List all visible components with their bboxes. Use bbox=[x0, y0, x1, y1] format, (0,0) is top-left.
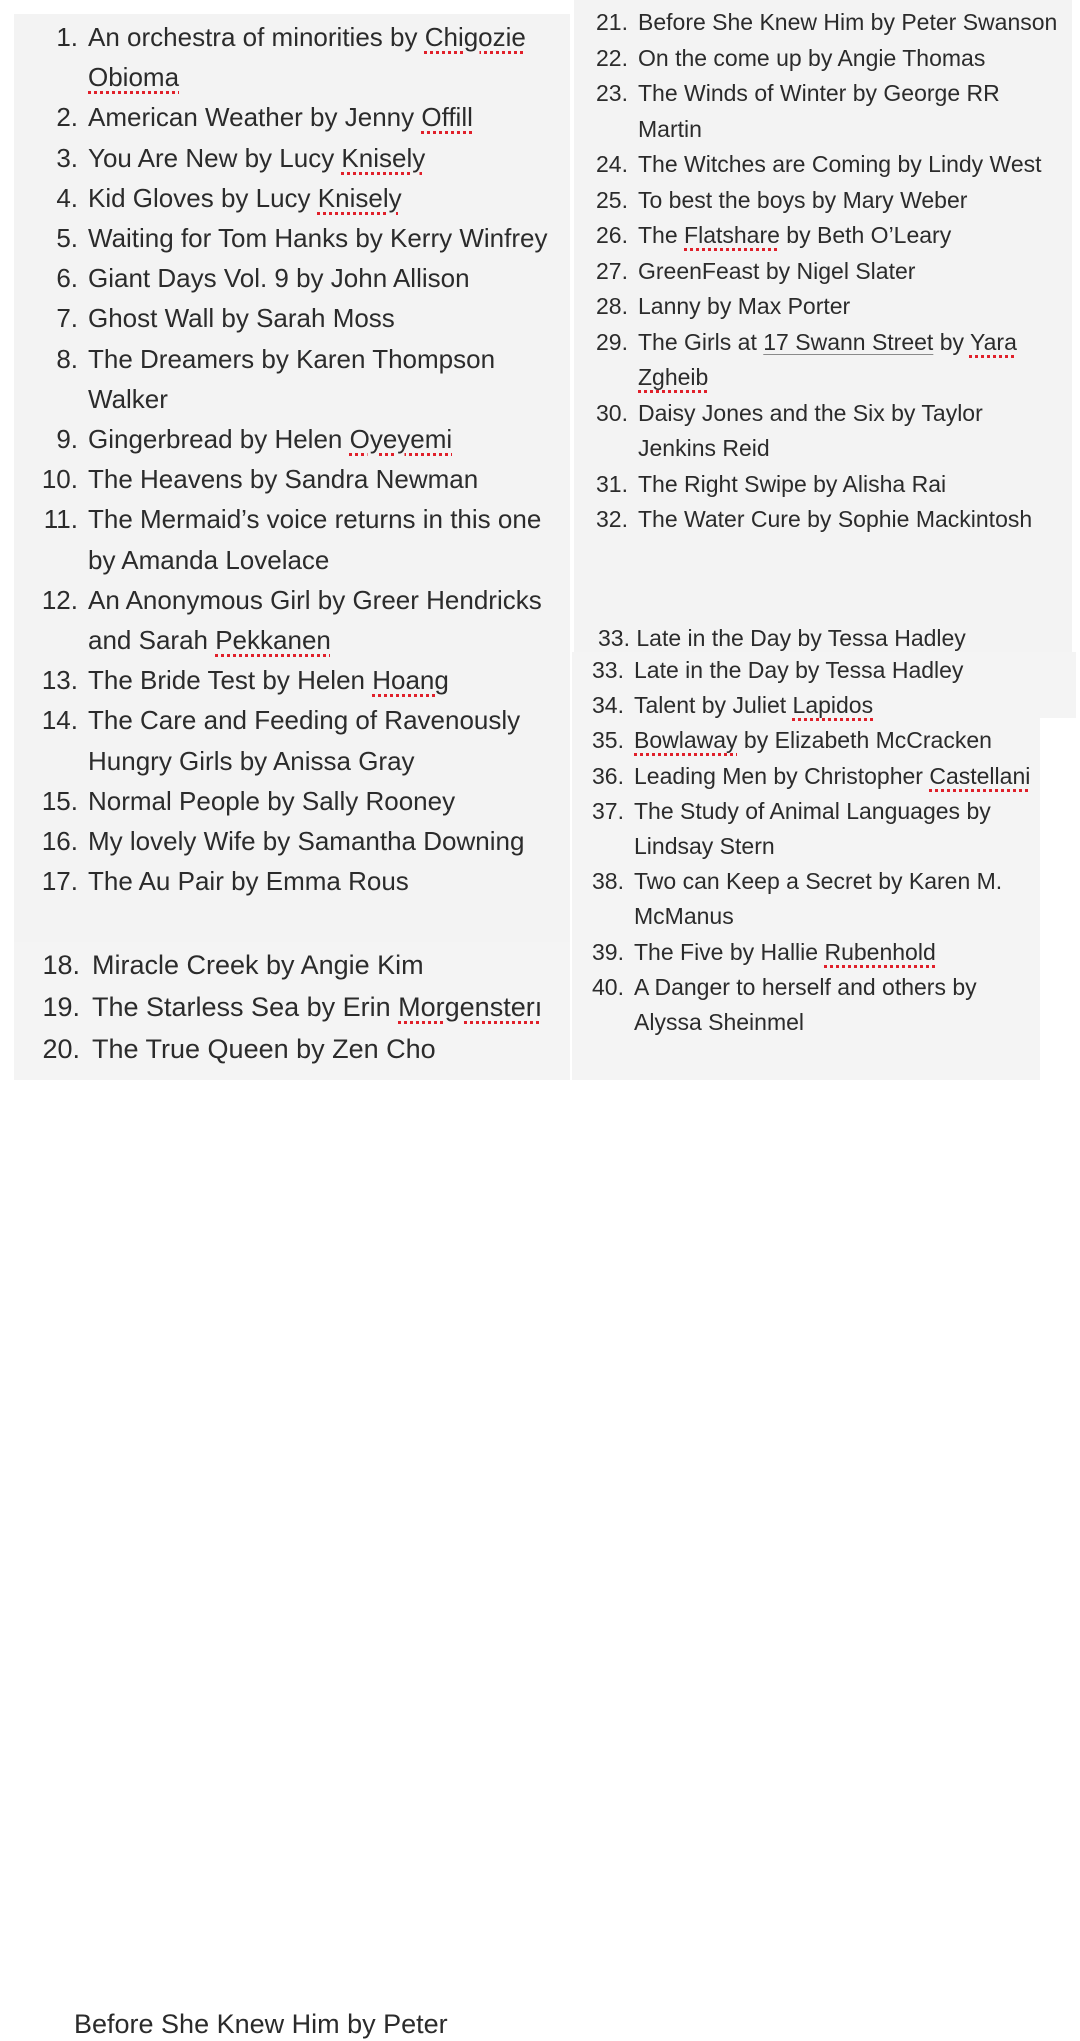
item-number: 34. bbox=[592, 692, 624, 719]
text-run: The Five by Hallie bbox=[634, 938, 825, 965]
text-run: by bbox=[933, 328, 970, 355]
book-title-author bbox=[572, 970, 1034, 1040]
item-number: 39. bbox=[592, 938, 624, 965]
list-item bbox=[576, 502, 1058, 538]
note-screenshot-right-top bbox=[574, 0, 1072, 660]
text-run: An Anonymous Girl by Greer Hendricks and Sarah bbox=[88, 584, 542, 656]
text-run: Normal People by Sally Rooney bbox=[88, 785, 456, 816]
item-number: 25. bbox=[596, 186, 628, 213]
text-run: The Dreamers by Karen Thompson Walker bbox=[88, 343, 496, 414]
misspelled-word: Morgensterı bbox=[398, 992, 543, 1022]
book-title-author bbox=[572, 723, 1034, 758]
item-number: 7. bbox=[56, 303, 78, 334]
text-run: The Au Pair by Emma Rous bbox=[88, 866, 409, 897]
book-title-author bbox=[24, 781, 568, 821]
text-run: On the come up by Angie Thomas bbox=[638, 44, 986, 71]
text-run: The bbox=[638, 222, 685, 248]
list-item bbox=[24, 499, 568, 579]
text-run: Ghost Wall by Sarah Moss bbox=[88, 303, 395, 334]
list-item bbox=[572, 759, 1034, 794]
list-item bbox=[576, 76, 1058, 147]
list-item bbox=[24, 861, 568, 901]
book-title-author bbox=[576, 289, 1058, 325]
item-number: 12. bbox=[41, 584, 78, 615]
book-title-author bbox=[24, 218, 568, 258]
item-number: 28. bbox=[596, 293, 628, 319]
list-item bbox=[24, 218, 568, 258]
text-run: The Right Swipe by Alisha Rai bbox=[638, 470, 947, 497]
misspelled-word: Yara bbox=[969, 328, 1017, 355]
book-title-author bbox=[572, 935, 1034, 970]
list-item bbox=[576, 5, 1058, 41]
text-run: Kid Gloves by Lucy bbox=[88, 182, 318, 213]
text-run: GreenFeast by Nigel Slater bbox=[638, 257, 916, 284]
note-screenshot-left-bottom bbox=[14, 942, 570, 2039]
list-item bbox=[24, 660, 568, 700]
item-number: 10. bbox=[41, 464, 78, 495]
book-title-author bbox=[572, 794, 1034, 864]
list-item bbox=[572, 970, 1034, 1040]
item-number: 16. bbox=[41, 826, 78, 857]
text-run: The Witches are Coming by Lindy West bbox=[638, 151, 1042, 177]
book-title-author bbox=[24, 97, 568, 137]
item-number: 38. bbox=[592, 868, 624, 895]
book-title-author bbox=[24, 459, 568, 499]
item-number: 36. bbox=[592, 762, 624, 789]
item-number: 9. bbox=[56, 424, 78, 455]
book-list bbox=[572, 653, 1034, 1040]
item-number: 6. bbox=[56, 263, 78, 294]
misspelled-word: Rubenhold bbox=[824, 938, 936, 965]
book-title-author bbox=[576, 325, 1058, 396]
note-screenshot-left-top bbox=[14, 14, 570, 942]
text-run: American Weather by Jenny bbox=[88, 102, 422, 133]
item-number: 30. bbox=[596, 399, 628, 426]
panel-edge bbox=[1040, 652, 1076, 718]
item-number: 15. bbox=[41, 785, 78, 816]
book-title-author bbox=[576, 183, 1058, 219]
book-list bbox=[24, 17, 568, 901]
item-number: 8. bbox=[56, 343, 78, 374]
book-title-author bbox=[24, 339, 568, 419]
item-number: 40. bbox=[592, 973, 624, 1000]
text-run: Late in the Day by Tessa Hadley bbox=[634, 657, 964, 683]
book-title-author bbox=[24, 419, 568, 459]
text-run: The Bride Test by Helen bbox=[88, 665, 373, 696]
item-number: 19. bbox=[42, 992, 80, 1022]
book-title-author bbox=[24, 178, 568, 218]
cut-off-line: Before She Knew Him by Peter bbox=[74, 2009, 448, 2039]
list-item bbox=[24, 138, 568, 178]
list-item bbox=[24, 97, 568, 137]
list-item bbox=[24, 298, 568, 338]
misspelled-word: Zgheib bbox=[638, 364, 709, 390]
item-number: 21. bbox=[596, 9, 628, 35]
text-run: The Girls at bbox=[638, 328, 764, 355]
text-run: Before She Knew Him by Peter Swanson bbox=[638, 9, 1058, 35]
list-item bbox=[572, 723, 1034, 758]
item-number: 27. bbox=[596, 257, 628, 284]
book-title-author bbox=[576, 218, 1058, 254]
book-title-author bbox=[576, 5, 1058, 41]
list-item bbox=[22, 986, 572, 1028]
item-number: 11. bbox=[43, 504, 78, 535]
book-title-author bbox=[572, 759, 1034, 794]
book-title-author bbox=[572, 864, 1034, 934]
text-run: Daisy Jones and the Six by Taylor Jenkins Reid bbox=[638, 399, 983, 461]
item-number: 29. bbox=[596, 328, 628, 355]
text-run: The Heavens by Sandra Newman bbox=[88, 464, 479, 495]
text-run: Leading Men by Christopher bbox=[634, 762, 930, 789]
book-title-author bbox=[24, 138, 568, 178]
list-item bbox=[572, 688, 1034, 723]
list-item bbox=[24, 339, 568, 419]
text-run: Two can Keep a Secret by Karen M. McManus bbox=[634, 868, 1003, 930]
text-run: The Winds of Winter by George RR Martin bbox=[638, 80, 1000, 142]
item-number: 3. bbox=[56, 142, 78, 173]
list-item bbox=[576, 183, 1058, 219]
item-number: 5. bbox=[56, 223, 78, 254]
book-title-author bbox=[576, 502, 1058, 538]
item-number: 1. bbox=[56, 22, 78, 52]
misspelled-word: Knisely bbox=[317, 182, 402, 213]
book-list bbox=[22, 944, 572, 1070]
list-item bbox=[24, 178, 568, 218]
text-run: My lovely Wife by Samantha Downing bbox=[88, 826, 525, 857]
book-title-author bbox=[24, 580, 568, 660]
item-number: 4. bbox=[56, 182, 78, 213]
list-item bbox=[24, 17, 568, 97]
misspelled-word: Oyeyemi bbox=[349, 424, 453, 455]
text-run: Giant Days Vol. 9 by John Allison bbox=[88, 263, 470, 294]
list-item bbox=[24, 459, 568, 499]
list-item bbox=[572, 794, 1034, 864]
text-run: The Water Cure by Sophie Mackintosh bbox=[638, 506, 1033, 532]
text-run: A Danger to herself and others by Alyssa Sheinmel bbox=[634, 973, 977, 1036]
list-item bbox=[24, 821, 568, 861]
book-title-author bbox=[576, 76, 1058, 147]
text-run: Lanny by Max Porter bbox=[638, 293, 851, 319]
list-item bbox=[22, 944, 572, 986]
text-run: The Starless Sea by Erin bbox=[92, 992, 399, 1022]
list-item bbox=[576, 41, 1058, 77]
misspelled-word: Offill bbox=[421, 102, 473, 133]
item-number: 26. bbox=[596, 222, 628, 248]
item-number: 37. bbox=[592, 797, 624, 824]
list-item bbox=[572, 864, 1034, 934]
text-run: Talent by Juliet bbox=[634, 692, 793, 719]
list-item bbox=[576, 467, 1058, 503]
book-title-author bbox=[24, 700, 568, 780]
list-item bbox=[24, 781, 568, 821]
book-title-author bbox=[22, 1028, 572, 1070]
book-title-author bbox=[576, 467, 1058, 503]
book-title-author bbox=[576, 396, 1058, 467]
book-title-author bbox=[576, 147, 1058, 183]
item-number: 18. bbox=[42, 950, 80, 980]
book-title-author bbox=[576, 254, 1058, 290]
list-item bbox=[576, 218, 1058, 254]
text-run: Miracle Creek by Angie Kim bbox=[92, 950, 424, 980]
text-run: The Care and Feeding of Ravenously Hungry Girls by Anissa Gray bbox=[88, 705, 521, 776]
item-number: 14. bbox=[41, 705, 78, 736]
list-item bbox=[572, 935, 1034, 970]
item-number: 22. bbox=[596, 44, 628, 71]
text-run: You Are New by Lucy bbox=[88, 142, 342, 173]
misspelled-word: Castellani bbox=[929, 762, 1031, 789]
list-item bbox=[24, 258, 568, 298]
book-title-author bbox=[576, 41, 1058, 77]
text-run: by Elizabeth McCracken bbox=[737, 727, 992, 754]
misspelled-word: Pekkanen bbox=[215, 625, 331, 656]
cut-off-line: 33. Late in the Day by Tessa Hadley bbox=[598, 625, 966, 651]
list-item bbox=[576, 396, 1058, 467]
item-number: 33. bbox=[592, 657, 624, 683]
misspelled-word: Bowlaway bbox=[634, 727, 738, 754]
text-run: To best the boys by Mary Weber bbox=[638, 186, 968, 213]
book-title-author bbox=[24, 17, 568, 97]
book-title-author bbox=[22, 986, 572, 1028]
misspelled-word: Lapidos bbox=[792, 692, 874, 719]
list-item bbox=[576, 254, 1058, 290]
item-number: 23. bbox=[596, 80, 628, 106]
book-list bbox=[576, 5, 1058, 538]
text-run: An orchestra of minorities by bbox=[88, 22, 425, 52]
list-item bbox=[24, 700, 568, 780]
book-title-author bbox=[22, 944, 572, 986]
book-title-author bbox=[24, 821, 568, 861]
text-run: The Mermaid’s voice returns in this one by Amanda Lovelace bbox=[88, 504, 542, 575]
book-title-author bbox=[24, 499, 568, 579]
list-item bbox=[24, 419, 568, 459]
misspelled-word: Flatshare bbox=[684, 222, 780, 248]
book-title-author bbox=[572, 653, 1034, 688]
item-number: 32. bbox=[596, 506, 628, 532]
book-title-author bbox=[24, 298, 568, 338]
detected-address-link[interactable]: 17 Swann Street bbox=[763, 328, 934, 355]
text-run: The True Queen by Zen Cho bbox=[92, 1034, 436, 1064]
misspelled-word: Hoang bbox=[372, 665, 449, 696]
list-item bbox=[576, 325, 1058, 396]
book-title-author bbox=[572, 688, 1034, 723]
list-item bbox=[576, 289, 1058, 325]
misspelled-word: Obioma bbox=[88, 62, 180, 93]
text-run: The Study of Animal Languages by Lindsay Stern bbox=[634, 797, 991, 860]
item-number: 31. bbox=[596, 470, 628, 497]
list-item bbox=[24, 580, 568, 660]
item-number: 13. bbox=[41, 665, 78, 696]
book-title-author bbox=[24, 861, 568, 901]
note-screenshot-right-bottom bbox=[572, 652, 1040, 1080]
list-item bbox=[576, 147, 1058, 183]
text-run: Gingerbread by Helen bbox=[88, 424, 350, 455]
text-run: Waiting for Tom Hanks by Kerry Winfrey bbox=[88, 223, 548, 254]
item-number: 24. bbox=[596, 151, 628, 177]
list-item bbox=[572, 653, 1034, 688]
book-title-author bbox=[24, 258, 568, 298]
misspelled-word: Chigozie bbox=[424, 22, 526, 52]
item-number: 20. bbox=[42, 1034, 80, 1064]
item-number: 17. bbox=[41, 866, 78, 897]
misspelled-word: Knisely bbox=[341, 142, 426, 173]
text-run: by Beth O’Leary bbox=[779, 222, 952, 248]
book-title-author bbox=[24, 660, 568, 700]
item-number: 2. bbox=[56, 102, 78, 133]
item-number: 35. bbox=[592, 727, 624, 754]
list-item bbox=[22, 1028, 572, 1070]
